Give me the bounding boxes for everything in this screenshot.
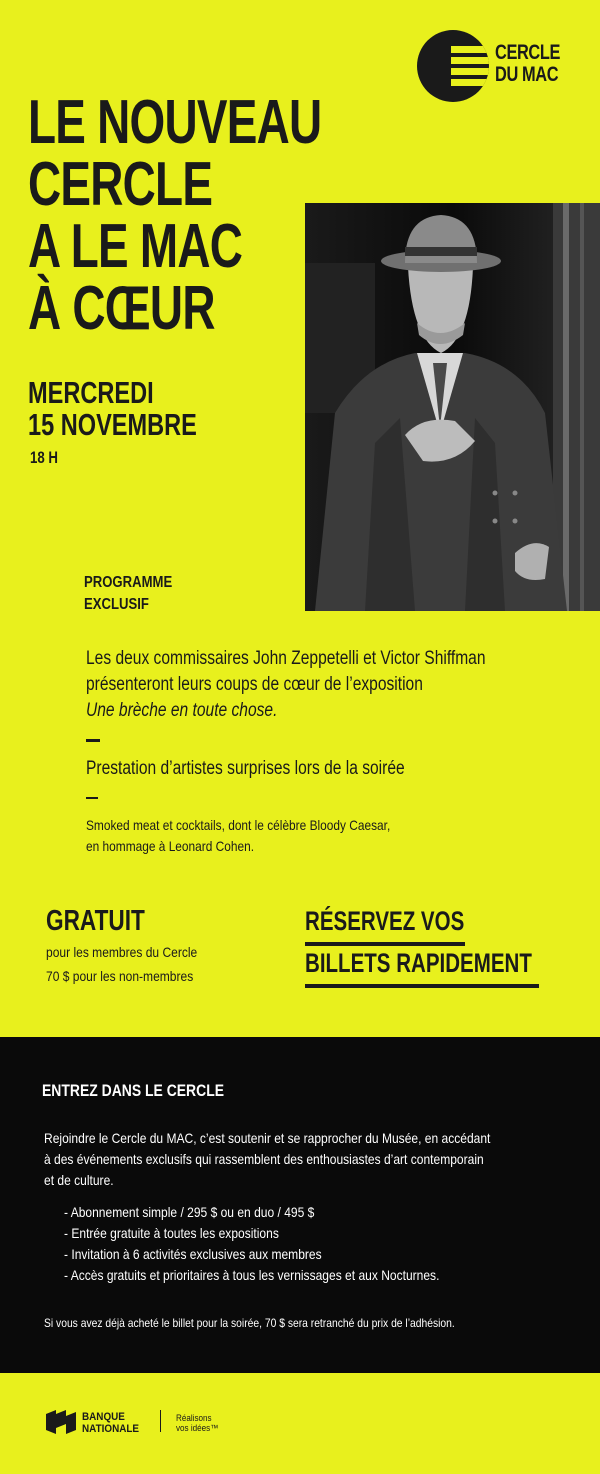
divider	[160, 1410, 161, 1432]
membership-description: Rejoindre le Cercle du MAC, c’est soutenir et se rapprocher du Musée, en accédant à des événements exclusifs qui rassemblent des enthousiastes d’art contemporain et de culture.	[44, 1130, 491, 1188]
sponsor-footer	[0, 1373, 600, 1474]
event-time: 18 H	[30, 448, 59, 467]
membership-title: ENTREZ DANS LE CERCLE	[42, 1081, 225, 1100]
membership-note: Si vous avez déjà acheté le billet pour la soirée, 70 $ sera retranché du prix de l’adhésion.	[44, 1316, 455, 1330]
leonard-cohen-photo	[305, 203, 600, 611]
cercle-du-mac-logo[interactable]	[417, 30, 567, 102]
pricing-details: pour les membres du Cercle 70 $ pour les non-membres	[46, 944, 198, 984]
banque-nationale-icon	[46, 1410, 76, 1434]
reserve-line-2: BILLETS RAPIDEMENT	[305, 948, 532, 978]
sponsor-name: BANQUE NATIONALE	[82, 1411, 140, 1435]
cercle-logo-icon	[417, 30, 489, 102]
pricing-title: GRATUIT	[46, 905, 145, 937]
sponsor-slogan: Réalisons vos idées™	[176, 1413, 219, 1433]
logo-text: CERCLE DU MAC	[495, 41, 561, 86]
divider	[86, 739, 100, 742]
program-item-food: Smoked meat et cocktails, dont le célèbre Bloody Caesar, en hommage à Leonard Cohen.	[86, 817, 391, 854]
underline	[305, 984, 539, 988]
membership-section	[0, 1037, 600, 1373]
list-item: - Entrée gratuite à toutes les expositions	[64, 1225, 279, 1241]
membership-benefits	[64, 1202, 439, 1286]
divider	[86, 797, 98, 799]
reserve-line-1: RÉSERVEZ VOS	[305, 906, 465, 936]
event-date: MERCREDI 15 NOVEMBRE	[28, 375, 197, 442]
program-item-prestation: Prestation d’artistes surprises lors de la soirée	[86, 758, 405, 779]
list-item: - Accès gratuits et prioritaires à tous les vernissages et aux Nocturnes.	[64, 1267, 440, 1283]
list-item: - Abonnement simple / 295 $ ou en duo / 495 $	[64, 1204, 315, 1220]
program-label: PROGRAMME EXCLUSIF	[84, 574, 173, 613]
program-item-commissaires: Les deux commissaires John Zeppetelli et Victor Shiffman présenteront leurs coups de cœur de l’exposition Une brèche en toute chose.	[86, 648, 486, 721]
underline	[305, 942, 465, 946]
list-item: - Invitation à 6 activités exclusives aux membres	[64, 1246, 322, 1262]
page-title: LE NOUVEAU CERCLE A LE MAC À CŒUR	[28, 88, 322, 343]
